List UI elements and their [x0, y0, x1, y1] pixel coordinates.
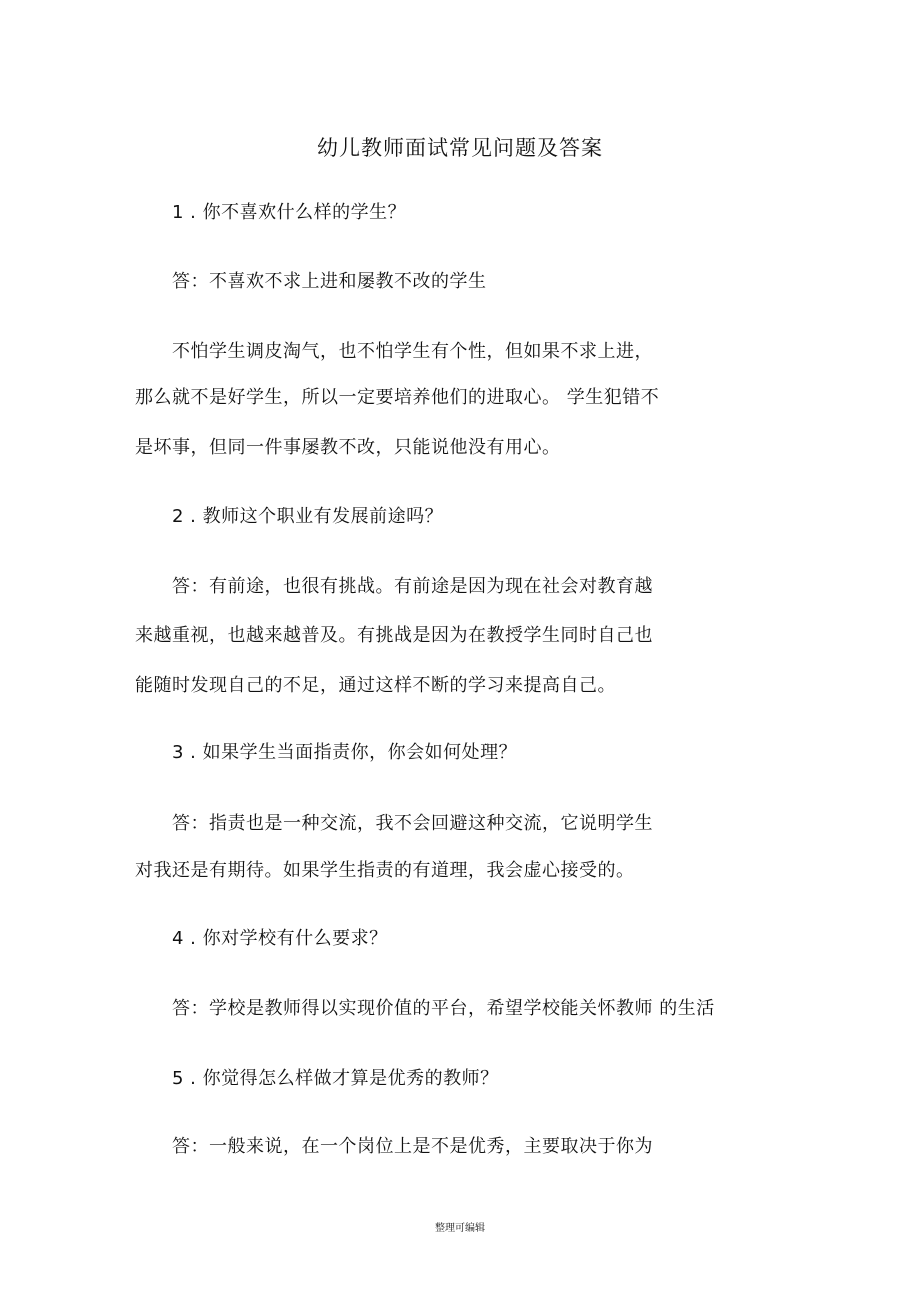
question-1: 1 . 你不喜欢什么样的学生？	[172, 202, 407, 223]
paragraph-line: 不怕学生调皮淘气，也不怕学生有个性，但如果不求上进，	[172, 341, 653, 362]
answer-5: 答：一般来说，在一个岗位上是不是优秀，主要取决于你为	[172, 1136, 653, 1157]
paragraph-line: 那么就不是好学生，所以一定要培养他们的进取心。 学生犯错不	[135, 387, 660, 408]
answer-2: 答：有前途，也很有挑战。有前途是因为现在社会对教育越	[172, 576, 653, 597]
question-4: 4 . 你对学校有什么要求？	[172, 928, 388, 949]
page-footer: 整理可编辑	[435, 1223, 485, 1234]
question-2: 2 . 教师这个职业有发展前途吗？	[172, 506, 444, 527]
answer-1: 答：不喜欢不求上进和屡教不改的学生	[172, 271, 487, 292]
question-5: 5 . 你觉得怎么样做才算是优秀的教师？	[172, 1068, 499, 1089]
answer-3: 答：指责也是一种交流，我不会回避这种交流，它说明学生	[172, 813, 653, 834]
paragraph-line: 是坏事，但同一件事屡教不改，只能说他没有用心。	[135, 437, 561, 458]
paragraph-line: 能随时发现自己的不足，通过这样不断的学习来提高自己。	[135, 675, 616, 696]
question-3: 3 . 如果学生当面指责你，你会如何处理？	[172, 742, 518, 763]
paragraph-line: 来越重视，也越来越普及。有挑战是因为在教授学生同时自己也	[135, 625, 653, 646]
answer-4: 答：学校是教师得以实现价值的平台，希望学校能关怀教师 的生活	[172, 998, 715, 1019]
document-title: 幼儿教师面试常见问题及答案	[317, 136, 603, 160]
paragraph-line: 对我还是有期待。如果学生指责的有道理，我会虚心接受的。	[135, 860, 635, 881]
